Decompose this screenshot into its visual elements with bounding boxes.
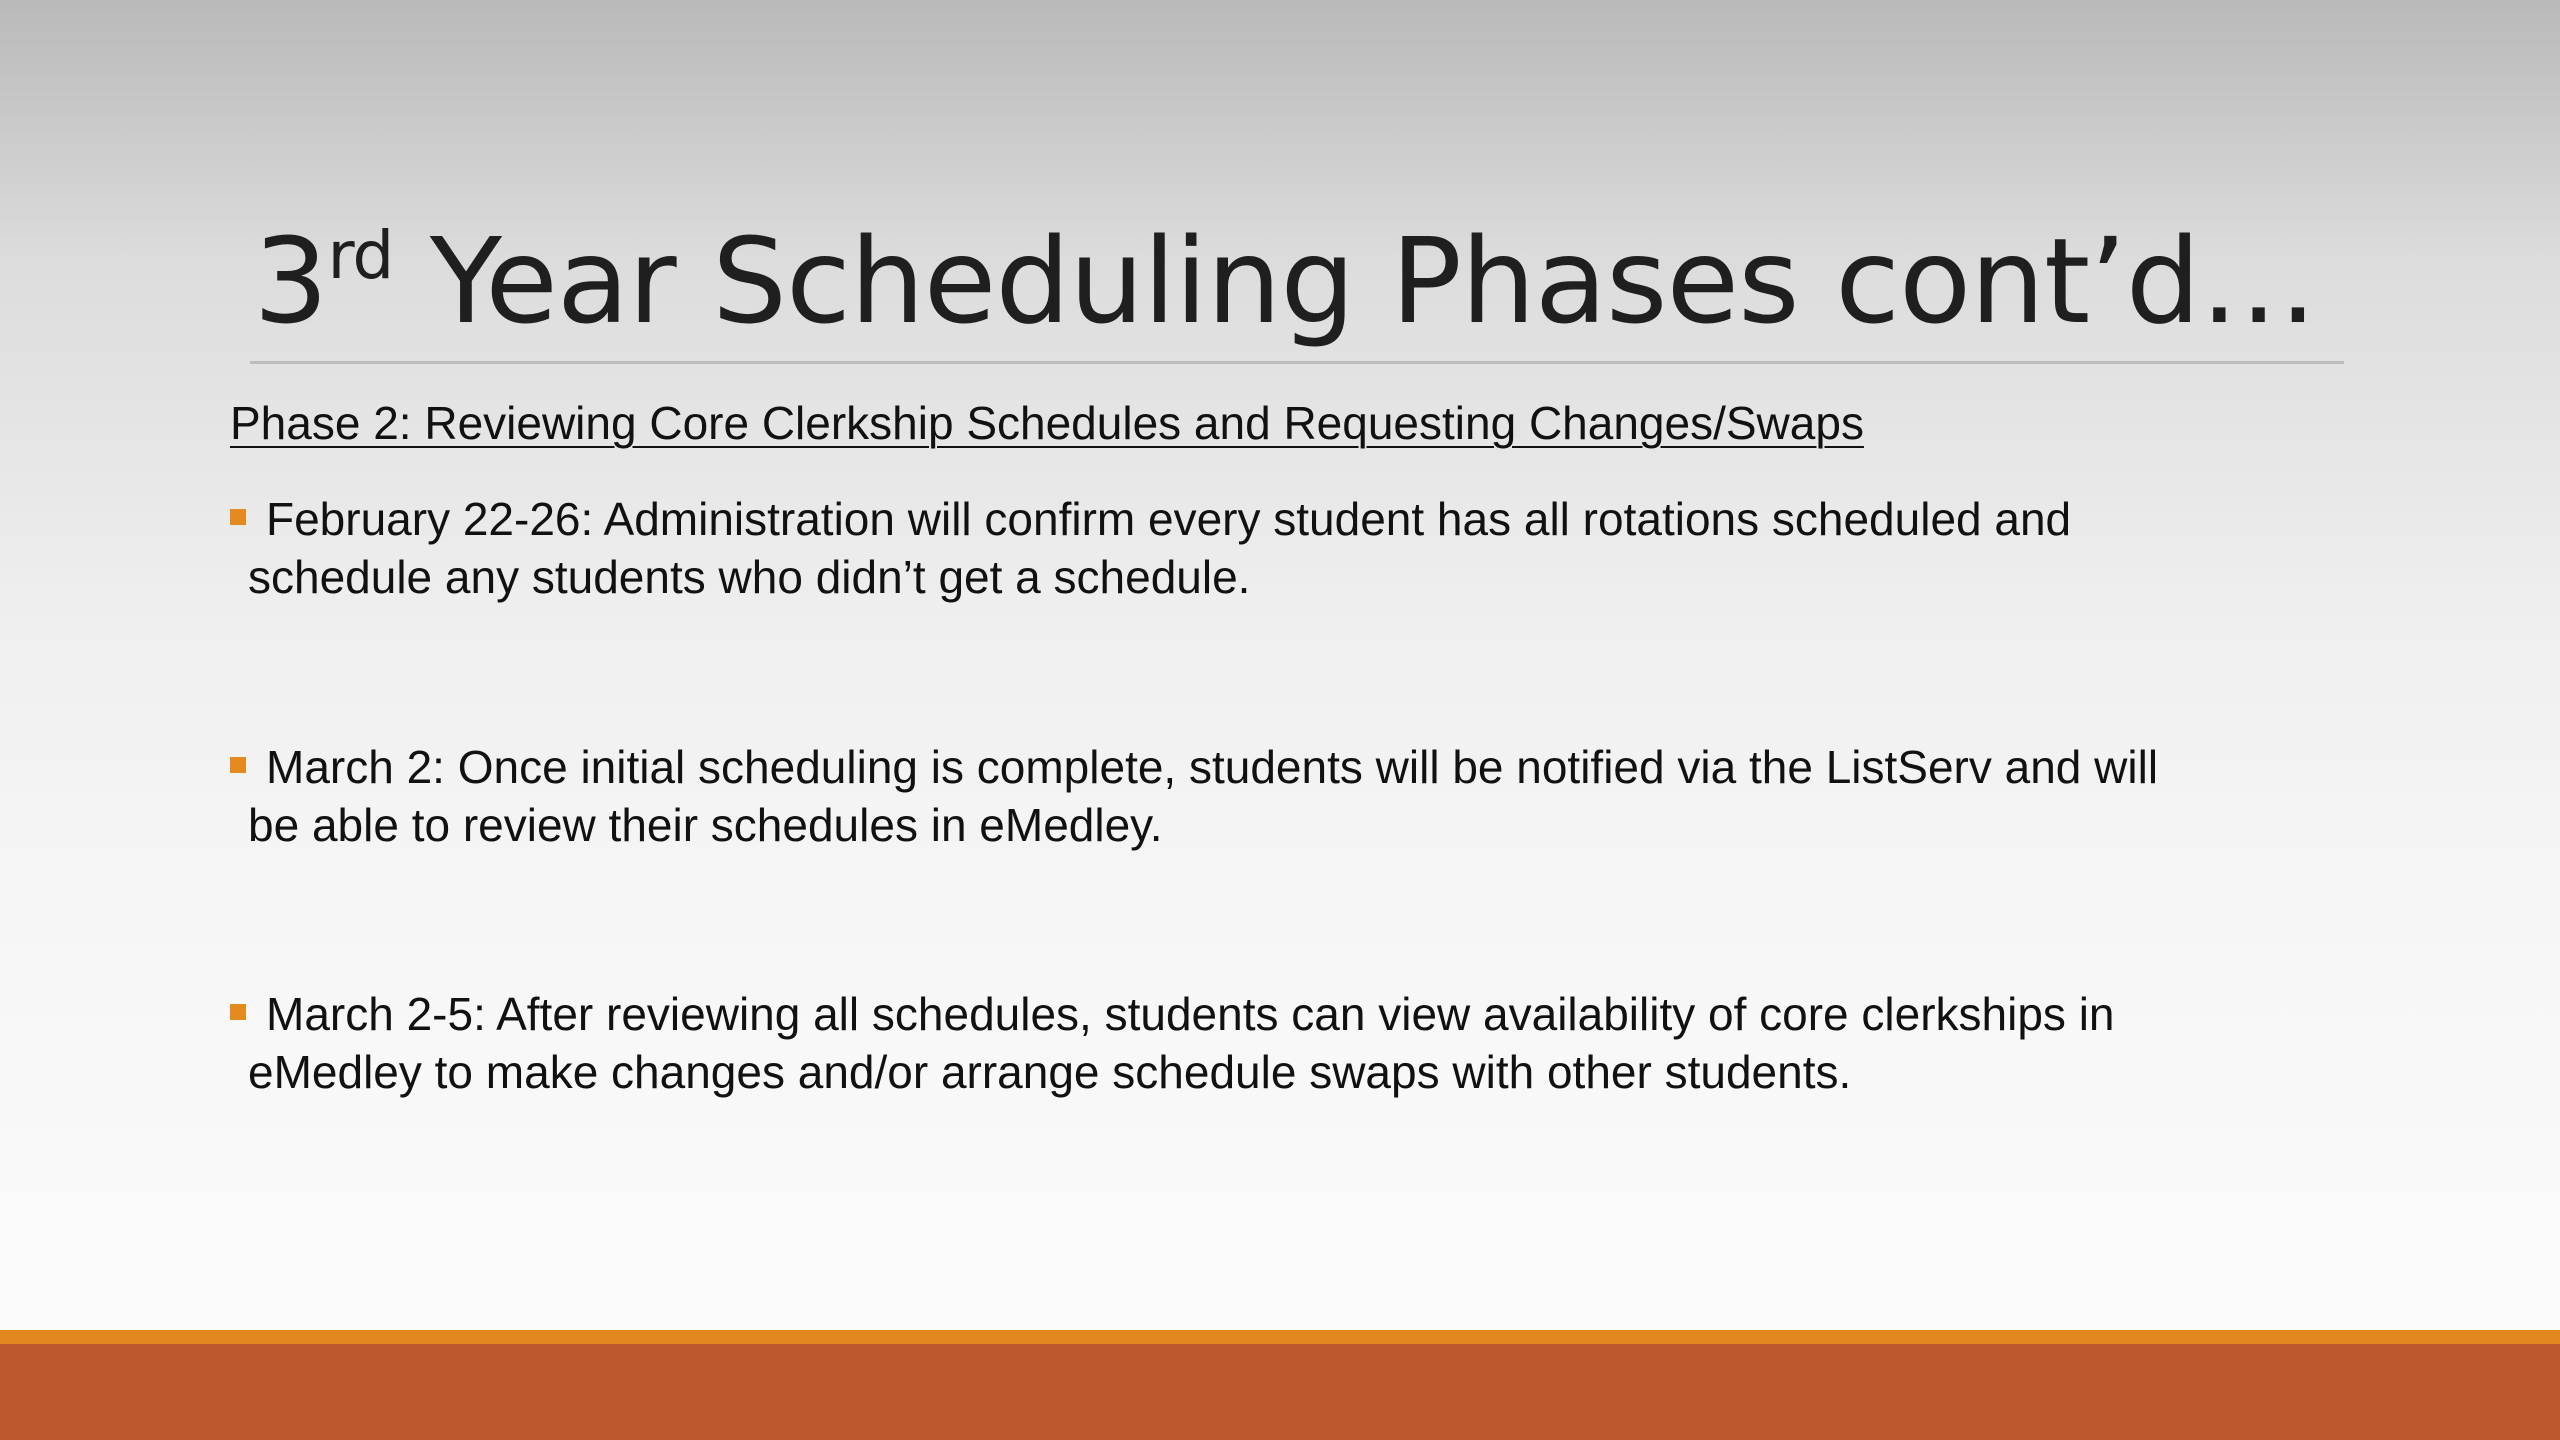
bullet-line-1: March 2: Once initial scheduling is complete, students will be notified via the ListServ and will: [266, 741, 2159, 793]
title-text: Year Scheduling Phases cont’d…: [393, 212, 2317, 350]
bullet-item: [230, 738, 2380, 854]
phase-subheading: Phase 2: Reviewing Core Clerkship Schedules and Requesting Changes/Swaps: [230, 397, 1864, 449]
footer-band: [0, 1344, 2560, 1440]
title-divider: [250, 361, 2344, 364]
square-bullet-icon: [230, 509, 246, 525]
bullet-line-2: schedule any students who didn’t get a schedule.: [248, 551, 1251, 603]
bullet-line-1: February 22-26: Administration will confirm every student has all rotations scheduled and: [266, 493, 2072, 545]
footer-accent-stripe: [0, 1330, 2560, 1344]
title-number: 3: [253, 212, 328, 350]
title-superscript: rd: [327, 217, 394, 294]
bullet-line-2: eMedley to make changes and/or arrange schedule swaps with other students.: [248, 1046, 1852, 1098]
bullet-item: [230, 490, 2380, 606]
slide-title: [250, 196, 2320, 366]
square-bullet-icon: [230, 757, 246, 773]
bullet-line-1: March 2-5: After reviewing all schedules, students can view availability of core clerkships in: [266, 988, 2115, 1040]
bullet-line-2: be able to review their schedules in eMedley.: [248, 799, 1163, 851]
bullet-item: [230, 985, 2380, 1101]
square-bullet-icon: [230, 1004, 246, 1020]
